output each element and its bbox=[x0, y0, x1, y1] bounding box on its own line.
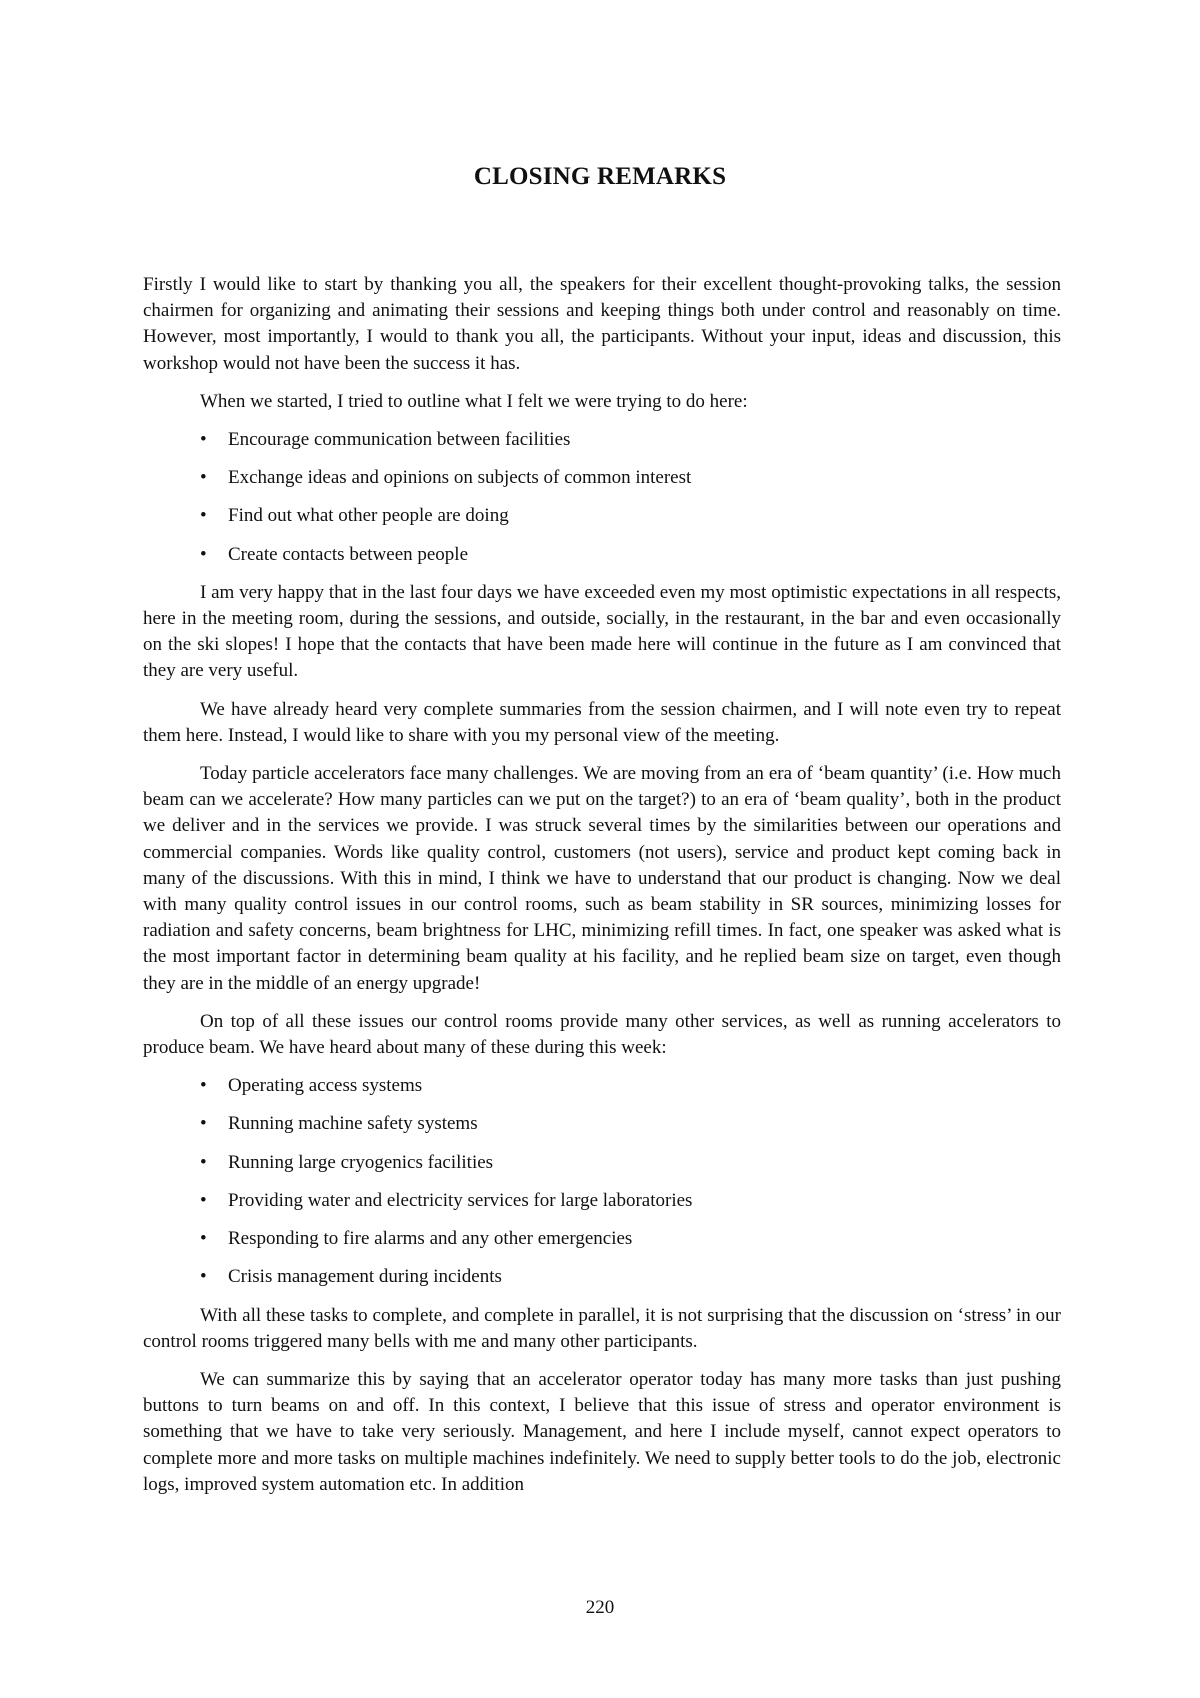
body-text bbox=[143, 272, 1061, 1510]
expectations-paragraph: I am very happy that in the last four days we have exceeded even my most optimistic expectations in all respects, here in the meeting room, during the sessions, and outside, socially, in the restaurant, in the bar and even occasionally on the ski slopes! I hope that the contacts that have been made here will continue in the future as I am convinced that they are very useful. bbox=[143, 581, 1061, 682]
bullet-icon: • bbox=[200, 1075, 207, 1097]
list-item bbox=[200, 427, 1061, 453]
bullet-icon: • bbox=[200, 1228, 207, 1250]
list-item-text: Responding to fire alarms and any other emergencies bbox=[228, 1228, 633, 1250]
list-item-text: Operating access systems bbox=[228, 1075, 423, 1097]
list-item bbox=[200, 1264, 1061, 1290]
bullet-icon: • bbox=[200, 505, 207, 527]
list-item-text: Running machine safety systems bbox=[228, 1113, 478, 1135]
list-item bbox=[200, 1150, 1061, 1176]
services-list bbox=[143, 1073, 1061, 1290]
page-number: 220 bbox=[585, 1597, 615, 1618]
list-item bbox=[200, 465, 1061, 491]
stress-paragraph: With all these tasks to complete, and complete in parallel, it is not surprising that the discussion on ‘stress’ in our control rooms triggered many bells with me and many other participants. bbox=[143, 1304, 1061, 1352]
intro-paragraph: Firstly I would like to start by thanking you all, the speakers for their excellent thought-provoking talks, the session chairmen for organizing and animating their sessions and keeping things both under control and reasonably on time. However, most importantly, I would to thank you all, the participants. Without your input, ideas and discussion, this workshop would not have been the success it has. bbox=[143, 274, 1061, 374]
bullet-icon: • bbox=[200, 543, 207, 565]
list-item bbox=[200, 542, 1061, 568]
list-item bbox=[200, 1226, 1061, 1252]
list-item-text: Crisis management during incidents bbox=[228, 1266, 502, 1288]
list-item bbox=[200, 1111, 1061, 1137]
list-item-text: Exchange ideas and opinions on subjects of common interest bbox=[228, 467, 692, 489]
list-item-text: Providing water and electricity services for large laboratories bbox=[228, 1189, 693, 1211]
summaries-paragraph: We have already heard very complete summaries from the session chairmen, and I will note even try to repeat them here. Instead, I would like to share with you my personal view of the meeting. bbox=[143, 698, 1061, 746]
bullet-icon: • bbox=[200, 1266, 207, 1288]
page-title: CLOSING REMARKS bbox=[473, 163, 727, 190]
challenges-paragraph: Today particle accelerators face many challenges. We are moving from an era of ‘beam quantity’ (i.e. How much beam can we accelerate? How many particles can we put on the target?) to an era of ‘beam quality’, both in the product we deliver and in the services we provide. I was struck several times by the similarities between our operations and commercial companies. Words like quality control, customers (not users), service and product kept coming back in many of the discussions. With this in mind, I think we have to understand that our product is changing. Now we deal with many quality control issues in our control rooms, such as beam stability in SR sources, minimizing losses for radiation and safety concerns, beam brightness for LHC, minimizing refill times. In fact, one speaker was asked what is the most important factor in determining beam quality at his facility, and he replied beam size on target, even though they are in the middle of an energy upgrade! bbox=[143, 763, 1061, 994]
list-item bbox=[200, 503, 1061, 529]
bullet-icon: • bbox=[200, 1189, 207, 1211]
outline-intro-paragraph: When we started, I tried to outline what I felt we were trying to do here: bbox=[200, 390, 748, 412]
bullet-icon: • bbox=[200, 467, 207, 489]
list-item-text: Encourage communication between facilities bbox=[228, 429, 571, 451]
list-item-text: Find out what other people are doing bbox=[228, 505, 509, 527]
bullet-icon: • bbox=[200, 1151, 207, 1173]
summary-paragraph: We can summarize this by saying that an accelerator operator today has many more tasks than just pushing buttons to turn beams on and off. In this context, I believe that this issue of stress and operator environment is something that we have to take very seriously. Management, and here I include myself, cannot expect operators to complete more and more tasks on multiple machines indefinitely. We need to supply better tools to do the job, electronic logs, improved system automation etc. In addition bbox=[143, 1368, 1061, 1495]
services-intro-paragraph: On top of all these issues our control rooms provide many other services, as well as running accelerators to produce beam. We have heard about many of these during this week: bbox=[143, 1010, 1061, 1059]
list-item bbox=[200, 1073, 1061, 1099]
bullet-icon: • bbox=[200, 1113, 207, 1135]
list-item bbox=[200, 1188, 1061, 1214]
list-item-text: Create contacts between people bbox=[228, 543, 469, 565]
list-item-text: Running large cryogenics facilities bbox=[228, 1151, 494, 1173]
bullet-icon: • bbox=[200, 429, 207, 451]
goals-list bbox=[143, 427, 1061, 568]
